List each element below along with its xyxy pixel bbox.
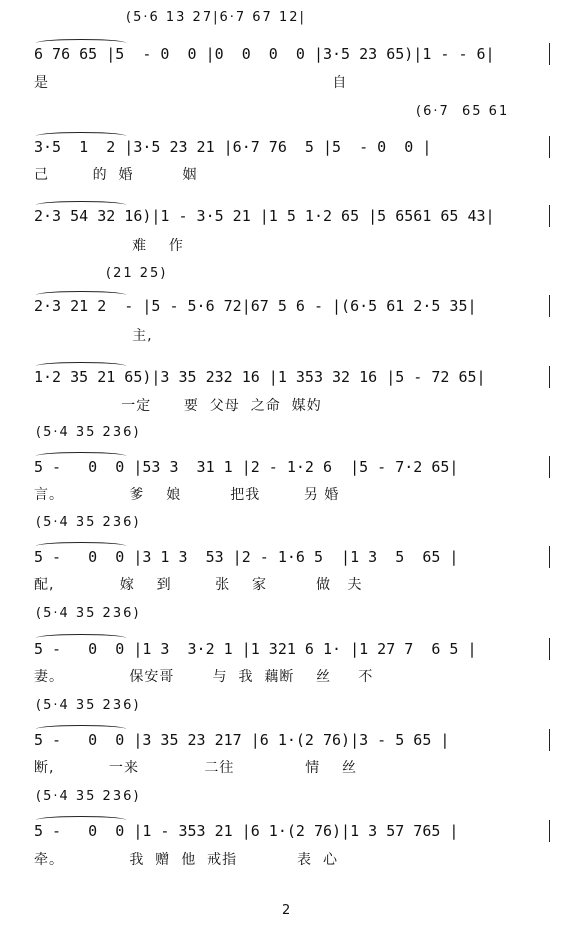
slur-mark [36, 201, 126, 209]
lyric-line: 己 的 婚 姻 [34, 167, 198, 183]
intro-phrase: (6·7 65 61 [416, 104, 510, 119]
notation-line: 5 - 0 0 |3 35 23 217 |6 1·(2 76)|3 - 5 65 | [34, 731, 450, 749]
lyric-line: 配, 嫁 到 张 家 做 夫 [34, 577, 363, 593]
notation-line: 5 - 0 0 |53 3 31 1 |2 - 1·2 6 |5 - 7·2 65| [34, 458, 459, 476]
barline [549, 136, 550, 158]
intro-phrase: (5·4 35 236) [36, 789, 141, 804]
intro-phrase: (21 25) [106, 266, 168, 281]
lyric-line: 妻。 保安哥 与 我 藕断 丝 不 [34, 669, 374, 685]
notation-line: 3·5 1 2 |3·5 23 21 |6·7 76 5 |5 - 0 0 | [34, 138, 432, 156]
slur-mark [36, 542, 126, 550]
barline [549, 43, 550, 65]
lyric-line: 是 自 [34, 75, 348, 91]
barline [549, 366, 550, 388]
barline [549, 638, 550, 660]
lyric-line: 主, [34, 328, 153, 344]
notation-line: 2·3 21 2 - |5 - 5·6 72|67 5 6 - |(6·5 61 2·5 35| [34, 297, 477, 315]
notation-line: 5 - 0 0 |1 3 3·2 1 |1 321 6 1· |1 27 7 6 5 | [34, 640, 477, 658]
notation-line: 6 76 65 |5 - 0 0 |0 0 0 0 |3·5 23 65)|1 - - 6| [34, 45, 495, 63]
notation-line: 2·3 54 32 16)|1 - 3·5 21 |1 5 1·2 65 |5 6561 65 43| [34, 207, 495, 225]
page-number: 2 [282, 903, 291, 918]
barline [549, 546, 550, 568]
lyric-line: 一定 要 父母 之命 媒妁 [34, 398, 322, 414]
slur-mark [36, 816, 126, 824]
barline [549, 729, 550, 751]
intro-phrase: (5·4 35 236) [36, 606, 141, 621]
lyric-line: 牵。 我 赠 他 戒指 表 心 [34, 852, 338, 868]
intro-phrase: (5·6 13 27|6·7 67 12| [126, 10, 306, 25]
slur-mark [36, 291, 126, 299]
slur-mark [36, 634, 126, 642]
notation-line: 1·2 35 21 65)|3 35 232 16 |1 353 32 16 |5 - 72 65| [34, 368, 486, 386]
intro-phrase: (5·4 35 236) [36, 515, 141, 530]
slur-mark [36, 132, 126, 140]
barline [549, 456, 550, 478]
slur-mark [36, 362, 126, 370]
barline [549, 205, 550, 227]
barline [549, 820, 550, 842]
notation-line: 5 - 0 0 |1 - 353 21 |6 1·(2 76)|1 3 57 765 | [34, 822, 459, 840]
slur-mark [36, 725, 126, 733]
intro-phrase: (5·4 35 236) [36, 698, 141, 713]
intro-phrase: (5·4 35 236) [36, 425, 141, 440]
notation-line: 5 - 0 0 |3 1 3 53 |2 - 1·6 5 |1 3 5 65 | [34, 548, 459, 566]
lyric-line: 言。 爹 娘 把我 另 婚 [34, 487, 340, 503]
slur-mark [36, 39, 126, 47]
lyric-line: 难 作 [34, 238, 184, 254]
barline [549, 295, 550, 317]
lyric-line: 断, 一来 二往 情 丝 [34, 760, 358, 776]
slur-mark [36, 452, 126, 460]
